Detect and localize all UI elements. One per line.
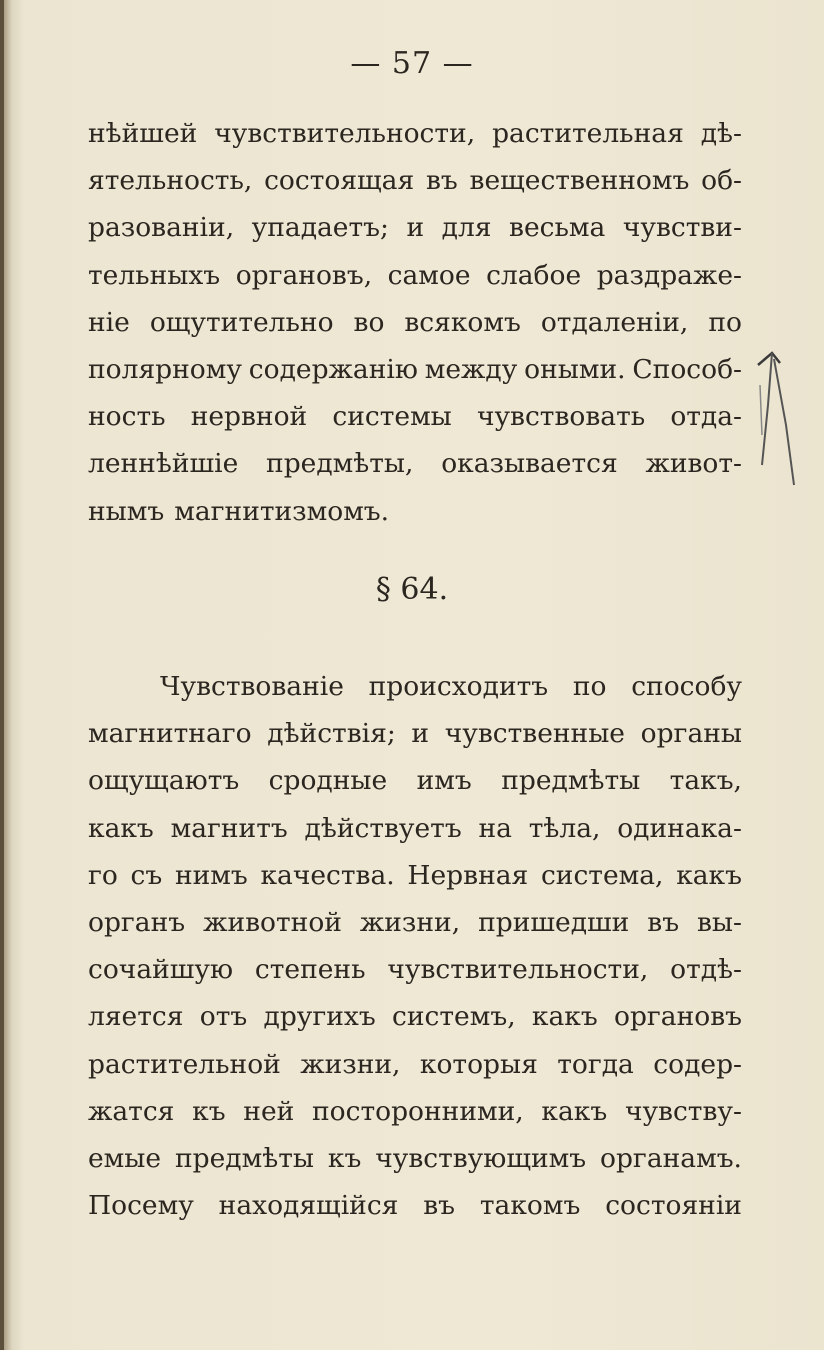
- word: между: [424, 353, 518, 385]
- word: отъ: [199, 1001, 248, 1033]
- word: нимъ: [174, 859, 248, 891]
- word: леннѣйшіе: [88, 448, 239, 480]
- word: органъ: [88, 906, 186, 938]
- text-line: [88, 346, 742, 393]
- word: вы-: [697, 906, 742, 938]
- word: упадаетъ;: [251, 212, 389, 244]
- text-line: [88, 440, 742, 487]
- word: магнитизмомъ.: [174, 495, 390, 527]
- word: тѣла,: [528, 812, 601, 844]
- text-line: [88, 1135, 742, 1182]
- word: съ: [130, 859, 163, 891]
- word: ней: [243, 1095, 295, 1127]
- word: животной: [203, 906, 342, 938]
- word: для: [441, 212, 492, 244]
- word: чувстви-: [622, 212, 742, 244]
- word: сочайшую: [88, 954, 234, 986]
- word: въ: [647, 906, 680, 938]
- word: качества.: [260, 859, 395, 891]
- word: предмѣты: [174, 1142, 314, 1174]
- word: го: [88, 859, 118, 891]
- word: предмѣты: [501, 765, 641, 797]
- word: ощущаютъ: [88, 765, 240, 797]
- word: ятельность,: [88, 165, 253, 197]
- word: чувствительности,: [387, 954, 649, 986]
- word: содержанію: [248, 353, 418, 385]
- word: тогда: [557, 1048, 634, 1080]
- word: вещественномъ: [469, 165, 690, 197]
- word: другихъ: [263, 1001, 376, 1033]
- word: къ: [327, 1142, 362, 1174]
- word: во: [353, 306, 385, 338]
- word: на: [478, 812, 512, 844]
- text-line: [88, 710, 742, 757]
- word: системъ,: [392, 1001, 516, 1033]
- word: органамъ.: [600, 1142, 742, 1174]
- word: тельныхъ: [88, 259, 221, 291]
- word: предмѣты,: [266, 448, 414, 480]
- word: органовъ,: [235, 259, 373, 291]
- word: чувствующимъ: [375, 1142, 587, 1174]
- word: весьма: [509, 212, 606, 244]
- text-line: [88, 157, 742, 204]
- text-line: [88, 946, 742, 993]
- word: жатся: [88, 1095, 175, 1127]
- word: чувствительности,: [214, 118, 476, 149]
- word: такъ,: [669, 765, 742, 797]
- word: нѣйшей: [88, 118, 198, 149]
- pencil-margin-mark: [750, 345, 810, 515]
- word: органы: [640, 718, 742, 750]
- word: содер-: [653, 1048, 742, 1080]
- word: находящійся: [218, 1190, 399, 1222]
- word: одинака-: [617, 812, 742, 844]
- word: самое: [387, 259, 471, 291]
- word: Чувствованіе: [160, 671, 344, 702]
- text-line: [88, 993, 742, 1040]
- word: состояніи: [605, 1190, 742, 1222]
- text-line: [88, 1041, 742, 1088]
- word: раздраже-: [596, 259, 742, 291]
- text-line: [88, 488, 742, 535]
- word: ощутительно: [149, 306, 334, 338]
- word: оказывается: [441, 448, 618, 480]
- word: и: [411, 718, 430, 750]
- text-line: [88, 757, 742, 804]
- word: къ: [192, 1095, 226, 1127]
- word: способу: [631, 671, 742, 702]
- word: отдѣ-: [670, 954, 742, 986]
- word: ляется: [88, 1001, 184, 1033]
- paragraph-1: [88, 110, 742, 535]
- word: полярному: [88, 353, 242, 385]
- paragraph-2: [88, 663, 742, 1229]
- word: ность: [88, 401, 166, 433]
- section-heading: § 64.: [375, 572, 449, 607]
- word: состоящая: [264, 165, 415, 197]
- word: ніе: [88, 306, 130, 338]
- word: об-: [701, 165, 742, 197]
- word: система,: [540, 859, 664, 891]
- word: въ: [423, 1190, 456, 1222]
- word: растительная: [492, 118, 684, 149]
- word: Способ-: [632, 353, 742, 385]
- word: происходитъ: [368, 671, 549, 702]
- word: оными.: [524, 353, 626, 385]
- word: и: [406, 212, 425, 244]
- word: Посему: [88, 1190, 194, 1222]
- page-number: — 57 —: [350, 46, 474, 81]
- word: которыя: [419, 1048, 538, 1080]
- text-line: [88, 1182, 742, 1229]
- word: какъ: [88, 812, 154, 844]
- word: слабое: [486, 259, 582, 291]
- word: растительной: [88, 1048, 281, 1080]
- word: дѣ-: [700, 118, 742, 149]
- word: посторонними,: [312, 1095, 524, 1127]
- word: какъ: [541, 1095, 608, 1127]
- word: сродные: [268, 765, 388, 797]
- word: какъ: [531, 1001, 598, 1033]
- word: такомъ: [479, 1190, 581, 1222]
- word: по: [708, 306, 742, 338]
- text-line: [88, 1088, 742, 1135]
- text-line: [88, 852, 742, 899]
- page-binding-edge: [0, 0, 4, 1350]
- word: какъ: [676, 859, 742, 891]
- word: органовъ: [613, 1001, 742, 1033]
- text-line: [88, 252, 742, 299]
- text-line: [88, 204, 742, 251]
- text-line: [88, 899, 742, 946]
- word: жизни,: [300, 1048, 401, 1080]
- word: дѣйствуетъ: [304, 812, 462, 844]
- word: нымъ: [88, 495, 165, 527]
- word: степень: [254, 954, 366, 986]
- word: пришедши: [478, 906, 630, 938]
- text-line: [88, 393, 742, 440]
- word: дѣйствія;: [267, 718, 396, 750]
- word: по: [572, 671, 607, 702]
- word: всякомъ: [404, 306, 521, 338]
- text-line: [88, 663, 742, 710]
- text-line: [88, 805, 742, 852]
- word: нервной: [190, 401, 308, 433]
- word: отда-: [670, 401, 742, 433]
- word: жизни,: [359, 906, 461, 938]
- word: живот-: [645, 448, 742, 480]
- text-line: [88, 110, 742, 157]
- word: чувствовать: [476, 401, 646, 433]
- word: магнитъ: [170, 812, 288, 844]
- word: чувству-: [624, 1095, 742, 1127]
- text-line: [88, 299, 742, 346]
- word: въ: [425, 165, 458, 197]
- word: отдаленіи,: [540, 306, 689, 338]
- word: системы: [332, 401, 452, 433]
- word: имъ: [416, 765, 472, 797]
- word: разованіи,: [88, 212, 235, 244]
- word: Нервная: [407, 859, 529, 891]
- word: магнитнаго: [88, 718, 252, 750]
- word: емые: [88, 1142, 162, 1174]
- word: чувственные: [444, 718, 625, 750]
